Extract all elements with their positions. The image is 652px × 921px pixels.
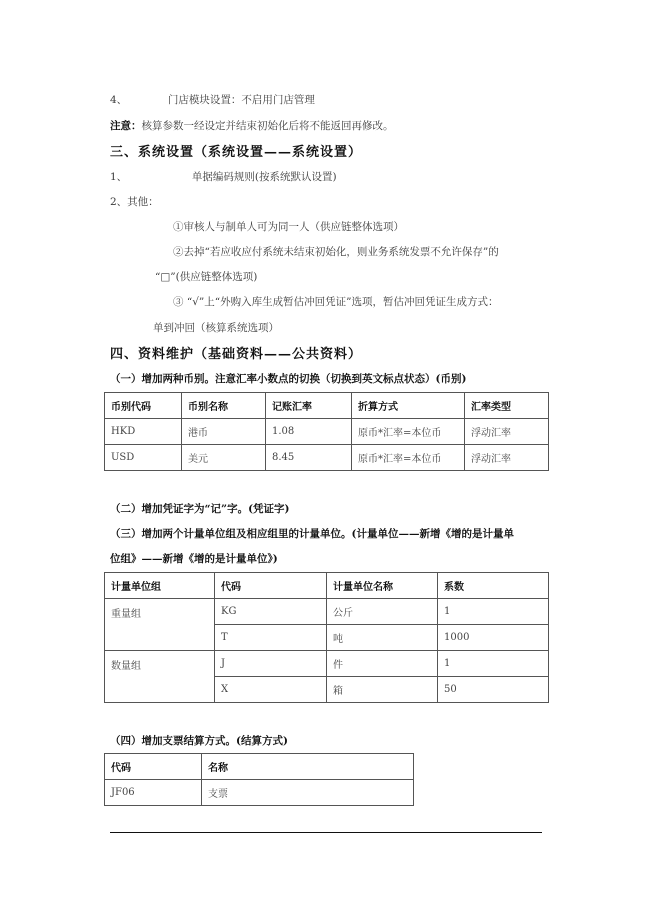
cell-rate: 1.08 — [266, 419, 352, 445]
cell-group: 重量组 — [105, 599, 215, 651]
table-row — [105, 780, 414, 806]
cell-unit-name: 箱 — [327, 677, 438, 703]
header-cell: 汇率类型 — [465, 393, 549, 419]
cell-factor: 1 — [438, 651, 549, 677]
cell-code: X — [215, 677, 327, 703]
unit-table — [104, 572, 549, 703]
section-heading-system-settings: 三、系统设置（系统设置——系统设置） — [110, 145, 363, 160]
item-number: 4、 — [110, 94, 128, 106]
header-cell: 名称 — [202, 754, 414, 780]
cell-name: 支票 — [202, 780, 414, 806]
cell-name: 港币 — [182, 419, 266, 445]
cell-factor: 1000 — [438, 625, 549, 651]
cell-group: 数量组 — [105, 651, 215, 703]
cell-method: 原币*汇率=本位币 — [352, 445, 465, 471]
table-header-row — [105, 573, 549, 599]
footer-divider — [110, 832, 542, 833]
header-cell: 代码 — [105, 754, 202, 780]
list-item-1 — [110, 170, 337, 184]
item-text: 单据编码规则(按系统默认设置) — [191, 171, 337, 183]
list-item-4 — [110, 93, 315, 107]
cell-unit-name: 件 — [327, 651, 438, 677]
list-item-2: 2、其他： — [110, 196, 159, 208]
cell-code: J — [215, 651, 327, 677]
header-cell: 计量单位组 — [105, 573, 215, 599]
cell-unit-name: 公斤 — [327, 599, 438, 625]
cell-factor: 1 — [438, 599, 549, 625]
subsection-units-line2: 位组》——新增《增的是计量单位》) — [110, 553, 278, 565]
cell-code: USD — [105, 445, 182, 471]
sub-item-1: ①审核人与制单人可为同一人（供应链整体选项） — [173, 221, 404, 233]
cell-code: KG — [215, 599, 327, 625]
cell-rate-type: 浮动汇率 — [465, 445, 549, 471]
table-header-row — [105, 754, 414, 780]
cell-code: T — [215, 625, 327, 651]
subsection-voucher: （二）增加凭证字为“记”字。(凭证字) — [110, 503, 290, 515]
header-cell: 币别名称 — [182, 393, 266, 419]
header-cell: 计量单位名称 — [327, 573, 438, 599]
subsection-currency: （一）增加两种币别。注意汇率小数点的切换（切换到英文标点状态）(币别) — [110, 373, 467, 385]
table-row — [105, 419, 549, 445]
subsection-units-line1: （三）增加两个计量单位组及相应组里的计量单位。(计量单位——新增《增的是计量单 — [110, 528, 514, 540]
item-number: 1、 — [110, 171, 128, 183]
note — [110, 119, 394, 133]
settlement-table — [104, 753, 414, 806]
cell-code: HKD — [105, 419, 182, 445]
subsection-settlement: （四）增加支票结算方式。(结算方式) — [110, 735, 288, 747]
table-row — [105, 599, 549, 625]
sub-item-3-line2: 单到冲回（核算系统选项） — [153, 322, 279, 334]
item-text: 门店模块设置：不启用门店管理 — [167, 94, 315, 106]
cell-code: JF06 — [105, 780, 202, 806]
cell-factor: 50 — [438, 677, 549, 703]
header-cell: 折算方式 — [352, 393, 465, 419]
header-cell: 代码 — [215, 573, 327, 599]
table-row — [105, 651, 549, 677]
section-heading-data-maintenance: 四、资料维护（基础资料——公共资料） — [110, 347, 363, 362]
cell-method: 原币*汇率=本位币 — [352, 419, 465, 445]
cell-unit-name: 吨 — [327, 625, 438, 651]
table-row — [105, 445, 549, 471]
header-cell: 系数 — [438, 573, 549, 599]
sub-item-2-line2: “□”(供应链整体选项) — [155, 271, 258, 283]
header-cell: 币别代码 — [105, 393, 182, 419]
note-label: 注意： — [110, 120, 142, 132]
sub-item-3-line1: ③ “√”上“外购入库生成暂估冲回凭证”选项，暂估冲回凭证生成方式： — [173, 296, 499, 308]
cell-rate: 8.45 — [266, 445, 352, 471]
cell-rate-type: 浮动汇率 — [465, 419, 549, 445]
table-header-row — [105, 393, 549, 419]
note-text: 核算参数一经设定并结束初始化后将不能返回再修改。 — [141, 120, 394, 132]
header-cell: 记账汇率 — [266, 393, 352, 419]
cell-name: 美元 — [182, 445, 266, 471]
sub-item-2-line1: ②去掉“若应收应付系统未结束初始化，则业务系统发票不允许保存”的 — [173, 246, 499, 258]
currency-table — [104, 392, 549, 471]
